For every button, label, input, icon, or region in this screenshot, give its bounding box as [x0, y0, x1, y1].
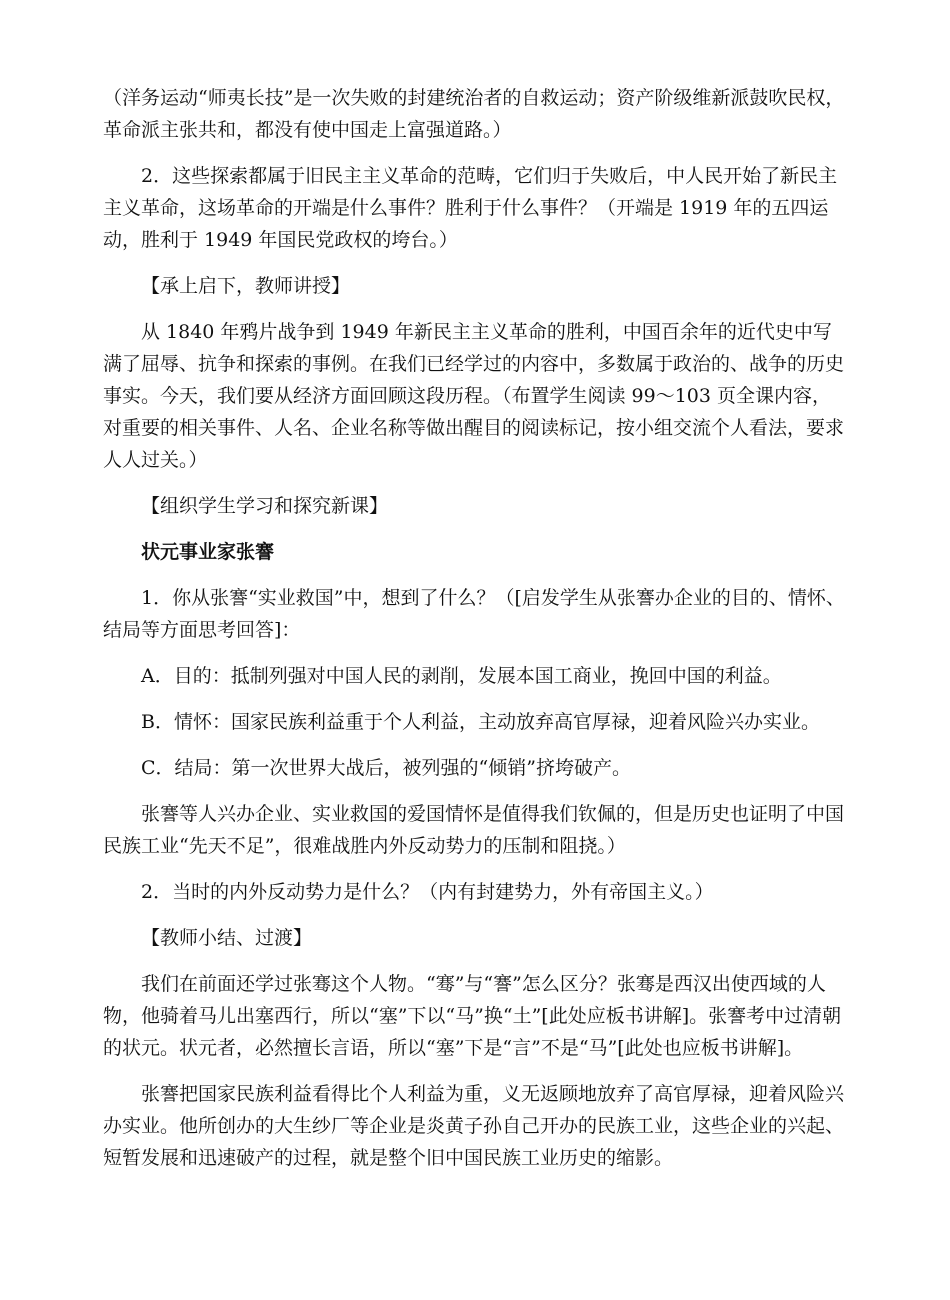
- question-2: 2．当时的内外反动势力是什么？（内有封建势力，外有帝国主义。）: [141, 881, 714, 903]
- paragraph-1: （洋务运动“师夷长技”是一次失败的封建统治者的自救运动；资产阶级维新派鼓吹民权，革命派主张共和，都没有使中国走上富强道路。）: [103, 87, 845, 141]
- paragraph-6: 张謇把国家民族利益看得比个人利益为重，义无返顾地放弃了高官厚禄，迎着风险兴办实业。他所创办的大生纱厂等企业是炎黄子孙自己开办的民族工业，这些企业的兴起、短暂发展和迅速破产的过程，就是整个旧中国民族工业历史的缩影。: [103, 1083, 845, 1169]
- section-heading: 状元事业家张謇: [141, 541, 275, 563]
- paragraph-2: 2．这些探索都属于旧民主主义革命的范畴，它们归于失败后，中人民开始了新民主主义革命，这场革命的开端是什么事件？胜利于什么事件？（开端是 1919 年的五四运动，胜利于 1949 年国民党政权的垮台。）: [103, 165, 838, 251]
- document-page: [103, 82, 850, 1174]
- answer-b: B．情怀：国家民族利益重于个人利益，主动放弃高官厚禄，迎着风险兴办实业。: [141, 711, 820, 733]
- section-label-3: 【教师小结、过渡】: [141, 927, 313, 949]
- section-label-2: 【组织学生学习和探究新课】: [141, 495, 389, 517]
- section-label-1: 【承上启下，教师讲授】: [141, 275, 351, 297]
- paragraph-5: 我们在前面还学过张骞这个人物。“骞”与“謇”怎么区分？张骞是西汉出使西域的人物，他骑着马儿出塞西行，所以“塞”下以“马”换“土”[此处应板书讲解]。张謇考中过清朝的状元。状元者，必然擅长言语，所以“塞”下是“言”不是“马”[此处也应板书讲解]。: [103, 973, 842, 1059]
- answer-a: A．目的：抵制列强对中国人民的剥削，发展本国工商业，挽回中国的利益。: [141, 665, 782, 687]
- question-1: 1．你从张謇“实业救国”中，想到了什么？（[启发学生从张謇办企业的目的、情怀、结局等方面思考回答]：: [103, 587, 845, 641]
- paragraph-3: 从 1840 年鸦片战争到 1949 年新民主主义革命的胜利，中国百余年的近代史中写满了屈辱、抗争和探索的事例。在我们已经学过的内容中，多数属于政治的、战争的历史事实。今天，我们要从经济方面回顾这段历程。（布置学生阅读 99～103 页全课内容，对重要的相关事件、人名、企业名称等做出醒目的阅读标记，按小组交流个人看法，要求人人过关。）: [103, 321, 845, 471]
- answer-c: C．结局：第一次世界大战后，被列强的“倾销”挤垮破产。: [141, 757, 631, 779]
- paragraph-4: 张謇等人兴办企业、实业救国的爱国情怀是值得我们钦佩的，但是历史也证明了中国民族工业“先天不足”，很难战胜内外反动势力的压制和阻挠。）: [103, 803, 845, 857]
